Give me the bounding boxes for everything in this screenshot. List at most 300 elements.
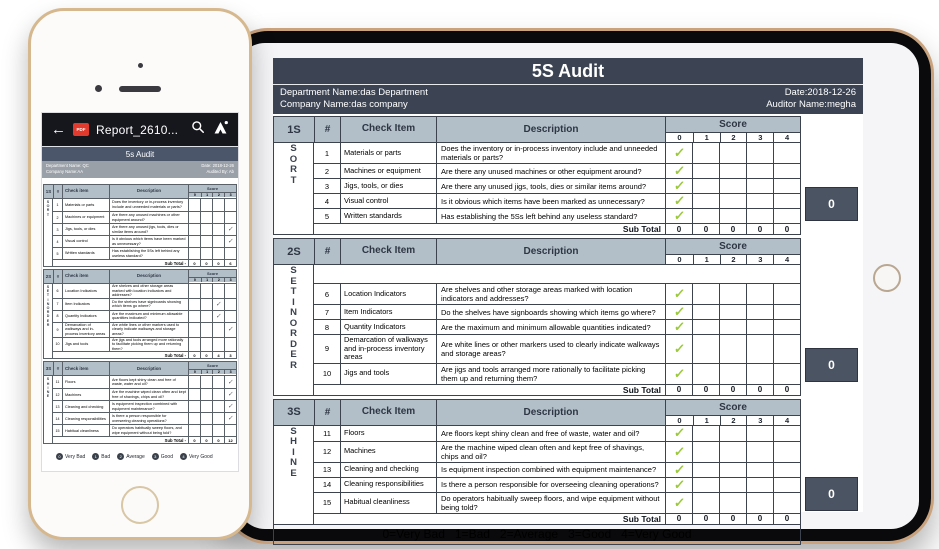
legend-badge: 3 xyxy=(152,453,159,460)
score-cell[interactable] xyxy=(719,305,746,319)
legend-entry xyxy=(180,453,213,460)
phone-sensor-dot xyxy=(138,63,143,68)
vertical-letter: D xyxy=(46,314,50,319)
score-subcolumn-label: 4 xyxy=(773,255,800,264)
check-icon: ✓ xyxy=(672,425,686,440)
description-cell: Do operators habitually sweep floors, and wipe equipment without being told? xyxy=(109,425,188,436)
description-cell: Do operators habitually sweep floors, and wipe equipment without being told? xyxy=(436,493,665,513)
score-cell[interactable] xyxy=(692,194,719,208)
score-cell[interactable] xyxy=(773,179,800,193)
score-cell[interactable] xyxy=(746,493,773,513)
score-cell[interactable] xyxy=(719,284,746,304)
score-cell[interactable] xyxy=(773,305,800,319)
check-item-cell: Machines xyxy=(340,442,436,462)
score-cell[interactable] xyxy=(719,364,746,384)
score-cell[interactable] xyxy=(692,335,719,363)
pdf-page-title: 5s Audit xyxy=(42,146,238,161)
column-header-description: Description xyxy=(436,239,665,264)
table-row xyxy=(53,223,236,235)
check-icon: ✓ xyxy=(672,443,686,459)
vertical-letter: S xyxy=(46,200,50,204)
score-cell[interactable] xyxy=(746,143,773,163)
audit-info-right xyxy=(766,87,856,111)
column-header-num: # xyxy=(314,400,340,425)
score-cell[interactable] xyxy=(746,179,773,193)
vertical-letter: T xyxy=(46,212,50,217)
score-subcolumns xyxy=(666,132,800,142)
column-header-num: # xyxy=(314,239,340,264)
back-arrow-icon[interactable]: ← xyxy=(51,121,66,138)
score-cell[interactable] xyxy=(746,364,773,384)
section-body xyxy=(44,284,236,358)
table-row xyxy=(53,412,236,424)
vertical-letter: I xyxy=(47,385,49,390)
score-cell[interactable] xyxy=(773,143,800,163)
description-cell: Do the shelves have signboards showing which items go where? xyxy=(109,299,188,310)
row-number: 11 xyxy=(55,380,60,385)
subtotal-value: 0 xyxy=(692,514,719,524)
pdf-department: Department Name: QC xyxy=(46,163,89,168)
score-cell[interactable] xyxy=(746,284,773,304)
vertical-letter: E xyxy=(290,467,297,479)
subtotal-label: Sub Total xyxy=(622,513,661,524)
score-cell xyxy=(188,323,200,337)
score-cell[interactable] xyxy=(665,305,692,319)
score-cell xyxy=(188,311,200,322)
row-number: 13 xyxy=(55,404,60,409)
audit-section xyxy=(273,116,835,235)
score-cell xyxy=(200,376,212,388)
score-cell[interactable] xyxy=(746,426,773,441)
section-vertical-label xyxy=(274,143,314,234)
score-cell[interactable] xyxy=(719,426,746,441)
score-cell xyxy=(212,199,224,211)
check-item-cell: Machines xyxy=(62,389,109,400)
score-cell xyxy=(188,389,200,400)
score-cell[interactable] xyxy=(773,209,800,223)
score-cell xyxy=(200,248,212,259)
score-cell[interactable] xyxy=(773,284,800,304)
legend-badge: 2 xyxy=(117,453,124,460)
document-title: Report_2610... xyxy=(96,122,179,137)
column-header-check-item: Check item xyxy=(62,185,109,198)
legend-badge: 0 xyxy=(56,453,63,460)
check-item-cell: Materials or parts xyxy=(340,143,436,163)
vertical-letter: I xyxy=(292,446,295,458)
column-header-description: Description xyxy=(436,117,665,142)
description-cell: Are there any unused machines or other equipment around? xyxy=(436,164,665,178)
score-cell xyxy=(200,425,212,436)
score-header-group xyxy=(665,400,800,425)
score-cell[interactable] xyxy=(746,305,773,319)
section-vertical-label xyxy=(44,284,53,358)
audit-section xyxy=(273,399,835,525)
column-header-description: Description xyxy=(109,185,188,198)
vertical-letter: S xyxy=(46,377,50,382)
column-header-score: Score xyxy=(189,362,236,369)
score-cell[interactable] xyxy=(719,209,746,223)
column-header-description: Description xyxy=(436,400,665,425)
subtotal-row xyxy=(314,384,800,395)
score-subcolumns xyxy=(189,192,236,197)
subtotal-label: Sub Total xyxy=(622,224,661,234)
check-icon: ✓ xyxy=(215,312,222,320)
row-number: 3 xyxy=(56,227,59,232)
score-cell[interactable] xyxy=(746,442,773,462)
score-cell xyxy=(200,236,212,247)
check-item-cell: Jigs, tools, or dies xyxy=(62,224,109,235)
score-subcolumns xyxy=(189,369,236,374)
score-cell xyxy=(224,299,236,310)
vertical-letter: E xyxy=(290,275,297,287)
check-item-cell: Demarcation of walkways and in-process inventory areas xyxy=(62,323,109,337)
score-header-group xyxy=(188,185,236,198)
score-cell[interactable] xyxy=(692,143,719,163)
check-item-cell: Cleaning and checking xyxy=(340,463,436,477)
check-item-cell: Floors xyxy=(340,426,436,441)
row-number: 12 xyxy=(55,392,60,397)
score-cell[interactable] xyxy=(773,478,800,492)
score-subcolumn-label: 0 xyxy=(189,370,201,374)
legend-label: Good xyxy=(160,453,173,460)
check-icon: ✓ xyxy=(672,178,686,193)
score-subcolumn-label: 0 xyxy=(189,278,201,282)
score-cell[interactable] xyxy=(665,478,692,492)
audit-section xyxy=(43,361,237,444)
score-cell[interactable] xyxy=(665,442,692,462)
score-cell[interactable] xyxy=(665,364,692,384)
subtotal-row xyxy=(53,351,236,358)
score-cell[interactable] xyxy=(719,442,746,462)
score-cell[interactable] xyxy=(773,320,800,334)
section-vertical-label xyxy=(274,265,314,395)
description-cell: Are floors kept shiny clean and free of waste, water and oil? xyxy=(109,376,188,388)
table-row xyxy=(314,492,800,513)
subtotal-label: Sub Total - xyxy=(164,352,186,358)
check-icon: ✓ xyxy=(672,304,686,319)
score-cell[interactable] xyxy=(692,179,719,193)
score-subcolumn-label: 2 xyxy=(212,193,224,197)
check-item-cell: Machines or equipment xyxy=(62,212,109,223)
vertical-letter: E xyxy=(46,289,50,294)
score-cell[interactable] xyxy=(719,179,746,193)
description-cell: Are shelves and other storage areas marked with location indicators and addresses? xyxy=(109,284,188,298)
score-cell xyxy=(212,389,224,400)
score-cell[interactable] xyxy=(665,179,692,193)
check-icon: ✓ xyxy=(672,494,686,510)
vertical-letter: R xyxy=(290,328,297,339)
phone-score-legend xyxy=(43,444,237,460)
subtotal-value: 0 xyxy=(746,385,773,395)
description-cell: Are jigs and tools arranged more rationally to facilitate picking them up and returning them? xyxy=(109,338,188,352)
description-cell: Are white lines or other markers used to clearly indicate walkways and storage areas? xyxy=(436,335,665,363)
score-cell[interactable] xyxy=(665,194,692,208)
score-cell[interactable] xyxy=(692,209,719,223)
row-number: 11 xyxy=(323,428,331,438)
subtotal-value: 3 xyxy=(224,352,236,358)
score-cell xyxy=(188,199,200,211)
vertical-letter: D xyxy=(290,338,297,350)
section-header-row xyxy=(274,239,800,265)
vertical-letter: R xyxy=(290,359,297,371)
score-cell[interactable] xyxy=(746,478,773,492)
column-header-num: # xyxy=(53,270,62,283)
row-number: 10 xyxy=(322,369,332,378)
score-cell[interactable] xyxy=(665,493,692,513)
score-cell xyxy=(224,224,236,235)
row-number: 3 xyxy=(324,181,330,191)
description-cell: Are jigs and tools arranged more rationally to facilitate picking them up and returning them? xyxy=(436,364,665,384)
score-cell[interactable] xyxy=(665,209,692,223)
check-item-cell: Floors xyxy=(62,376,109,388)
score-cell[interactable] xyxy=(692,305,719,319)
score-cell[interactable] xyxy=(773,442,800,462)
score-cell[interactable] xyxy=(692,478,719,492)
section-rows xyxy=(314,426,800,524)
check-item-cell: Written standards xyxy=(340,209,436,223)
score-cell xyxy=(224,413,236,424)
check-icon: ✓ xyxy=(672,208,686,223)
score-cell xyxy=(212,338,224,352)
check-item-cell: Materials or parts xyxy=(62,199,109,211)
score-cell[interactable] xyxy=(692,442,719,462)
column-header-score: Score xyxy=(666,239,800,254)
score-cell xyxy=(200,284,212,298)
score-subcolumn-label: 1 xyxy=(693,255,720,264)
score-cell xyxy=(212,248,224,259)
score-cell xyxy=(188,401,200,412)
score-cell xyxy=(224,338,236,352)
score-cell[interactable] xyxy=(665,164,692,178)
column-header-check-item: Check Item xyxy=(340,239,436,264)
section-label: 3S xyxy=(44,362,53,375)
score-cell[interactable] xyxy=(719,493,746,513)
check-icon: ✓ xyxy=(672,476,686,492)
phone-home-button[interactable] xyxy=(121,486,159,524)
score-cell xyxy=(212,224,224,235)
table-row xyxy=(314,208,800,223)
score-cell[interactable] xyxy=(719,320,746,334)
row-number: 8 xyxy=(324,322,330,332)
score-cell[interactable] xyxy=(773,493,800,513)
row-number: 14 xyxy=(55,416,60,421)
score-cell[interactable] xyxy=(665,426,692,441)
subtotal-value: 0 xyxy=(665,385,692,395)
score-cell[interactable] xyxy=(692,463,719,477)
tablet-audit-table xyxy=(273,114,863,545)
check-item-cell: Location Indicators xyxy=(62,284,109,298)
check-item-cell: Item Indicators xyxy=(62,299,109,310)
score-cell[interactable] xyxy=(746,463,773,477)
row-number: 10 xyxy=(55,342,60,347)
check-icon: ✓ xyxy=(672,163,686,178)
vertical-letter: R xyxy=(46,208,50,213)
description-cell: Is there a person responsible for overseeing cleaning operations? xyxy=(109,413,188,424)
score-cell xyxy=(224,212,236,223)
column-header-num: # xyxy=(314,117,340,142)
score-cell[interactable] xyxy=(719,164,746,178)
adobe-acrobat-icon[interactable] xyxy=(212,119,229,141)
table-row xyxy=(314,462,800,477)
score-cell xyxy=(212,212,224,223)
check-item-cell: Jigs, tools, or dies xyxy=(340,179,436,193)
table-row xyxy=(314,143,800,163)
check-item-cell: Cleaning and checking xyxy=(62,401,109,412)
description-cell: Are the maximum and minimum allowable quantities indicated? xyxy=(436,320,665,334)
score-cell xyxy=(224,248,236,259)
check-icon: ✓ xyxy=(672,193,686,208)
score-cell[interactable] xyxy=(665,320,692,334)
score-cell xyxy=(188,299,200,310)
subtotal-value: 0 xyxy=(773,385,800,395)
vertical-letter: N xyxy=(290,457,297,468)
audit-date: Date:2018-12-26 xyxy=(784,87,856,98)
score-cell xyxy=(212,323,224,337)
audit-section xyxy=(273,238,835,396)
section-body xyxy=(274,426,800,524)
phone-audit-table xyxy=(42,178,238,460)
row-number: 1 xyxy=(56,203,59,207)
table-row xyxy=(314,163,800,178)
check-item-cell: Written standards xyxy=(62,248,109,259)
check-item-cell: Visual control xyxy=(62,236,109,247)
score-cell xyxy=(224,311,236,322)
score-cell[interactable] xyxy=(746,335,773,363)
score-subcolumns xyxy=(666,415,800,425)
description-cell: Is it obvious which items have been marked as unnecessary? xyxy=(436,194,665,208)
row-number: 7 xyxy=(324,307,330,317)
score-subcolumn-label: 1 xyxy=(693,416,720,425)
score-cell[interactable] xyxy=(773,335,800,363)
score-cell[interactable] xyxy=(665,284,692,304)
score-cell[interactable] xyxy=(773,463,800,477)
phone-device xyxy=(28,8,252,540)
score-subcolumn-label: 2 xyxy=(212,278,224,282)
subtotal-row xyxy=(314,513,800,524)
tablet-screen xyxy=(273,58,863,541)
score-cell[interactable] xyxy=(692,320,719,334)
description-cell: Does the inventory or in-process inventory include and unneeded materials or parts? xyxy=(436,143,665,163)
subtotal-row xyxy=(53,436,236,443)
score-subcolumn-label: 0 xyxy=(666,416,693,425)
check-icon: ✓ xyxy=(227,326,234,334)
section-header-row xyxy=(274,117,800,143)
score-subcolumn-label: 3 xyxy=(224,193,236,197)
audit-section xyxy=(43,269,237,359)
search-icon[interactable] xyxy=(191,120,205,139)
pdf-viewer-app-bar xyxy=(42,113,238,146)
score-cell[interactable] xyxy=(773,364,800,384)
column-header-check-item: Check item xyxy=(62,362,109,375)
audit-info-bar xyxy=(273,84,863,114)
score-cell xyxy=(212,425,224,436)
vertical-letter: E xyxy=(46,394,50,399)
description-cell: Has establishing the 5Ss left behind any useless standard? xyxy=(109,248,188,259)
score-cell[interactable] xyxy=(719,143,746,163)
score-cell[interactable] xyxy=(665,143,692,163)
description-cell: Are shelves and other storage areas marked with location indicators and addresses? xyxy=(436,284,665,304)
vertical-letter: R xyxy=(46,322,50,327)
score-cell[interactable] xyxy=(692,164,719,178)
subtotal-value: 0 xyxy=(188,437,200,443)
score-cell[interactable] xyxy=(692,493,719,513)
check-icon: ✓ xyxy=(215,300,222,308)
subtotal-value: 0 xyxy=(188,260,200,266)
score-cell[interactable] xyxy=(692,284,719,304)
tablet-device xyxy=(222,28,934,544)
score-subcolumn-label: 3 xyxy=(746,416,773,425)
score-subcolumn-label: 3 xyxy=(746,133,773,142)
legend-entry xyxy=(117,453,145,460)
table-row xyxy=(314,193,800,208)
subtotal-value: 0 xyxy=(200,352,212,358)
table-row xyxy=(53,424,236,436)
score-cell[interactable] xyxy=(773,194,800,208)
score-cell xyxy=(212,311,224,322)
score-cell[interactable] xyxy=(665,335,692,363)
table-row xyxy=(53,388,236,400)
subtotal-value: 0 xyxy=(212,260,224,266)
vertical-letter: H xyxy=(46,381,50,386)
legend-entry xyxy=(152,453,173,460)
table-row xyxy=(314,426,800,441)
score-cell xyxy=(224,389,236,400)
score-cell[interactable] xyxy=(719,335,746,363)
subtotal-value: 0 xyxy=(773,224,800,234)
score-subcolumn-label: 0 xyxy=(189,193,201,197)
score-subcolumn-label: 3 xyxy=(224,370,236,374)
company-name: Company Name:das company xyxy=(280,99,408,110)
section-vertical-label xyxy=(44,199,53,266)
score-cell xyxy=(188,376,200,388)
score-cell[interactable] xyxy=(692,426,719,441)
pdf-date: Date: 2018-12-26 xyxy=(201,163,234,168)
tablet-home-button[interactable] xyxy=(873,264,901,292)
score-cell[interactable] xyxy=(773,164,800,178)
score-cell[interactable] xyxy=(746,164,773,178)
check-item-cell: Habitual cleanliness xyxy=(340,493,436,513)
score-cell[interactable] xyxy=(746,209,773,223)
score-subcolumn-label: 2 xyxy=(720,255,747,264)
score-cell xyxy=(200,323,212,337)
pdf-file-icon: PDF xyxy=(73,123,89,136)
phone-earpiece-speaker xyxy=(119,86,161,92)
score-cell[interactable] xyxy=(719,194,746,208)
score-cell[interactable] xyxy=(719,478,746,492)
score-cell[interactable] xyxy=(719,463,746,477)
subtotal-value: 0 xyxy=(665,514,692,524)
subtotal-value: 0 xyxy=(692,224,719,234)
score-cell xyxy=(224,323,236,337)
table-row xyxy=(53,199,236,211)
check-item-cell: Quantity Indicators xyxy=(62,311,109,322)
column-header-score: Score xyxy=(666,400,800,415)
check-item-cell: Habitual cleanliness xyxy=(62,425,109,436)
section-vertical-label xyxy=(44,376,53,443)
score-cell[interactable] xyxy=(692,364,719,384)
subtotal-value: 0 xyxy=(746,514,773,524)
score-cell[interactable] xyxy=(773,426,800,441)
score-legend: 0=Very Bad 1=Bad 2=Average 3=Good 4=Very Good xyxy=(273,525,801,545)
score-cell[interactable] xyxy=(746,320,773,334)
score-cell xyxy=(212,376,224,388)
score-subcolumn-label: 3 xyxy=(746,255,773,264)
score-cell[interactable] xyxy=(665,463,692,477)
score-cell xyxy=(212,413,224,424)
score-cell[interactable] xyxy=(746,194,773,208)
table-row xyxy=(53,211,236,223)
check-icon: ✓ xyxy=(672,286,686,301)
